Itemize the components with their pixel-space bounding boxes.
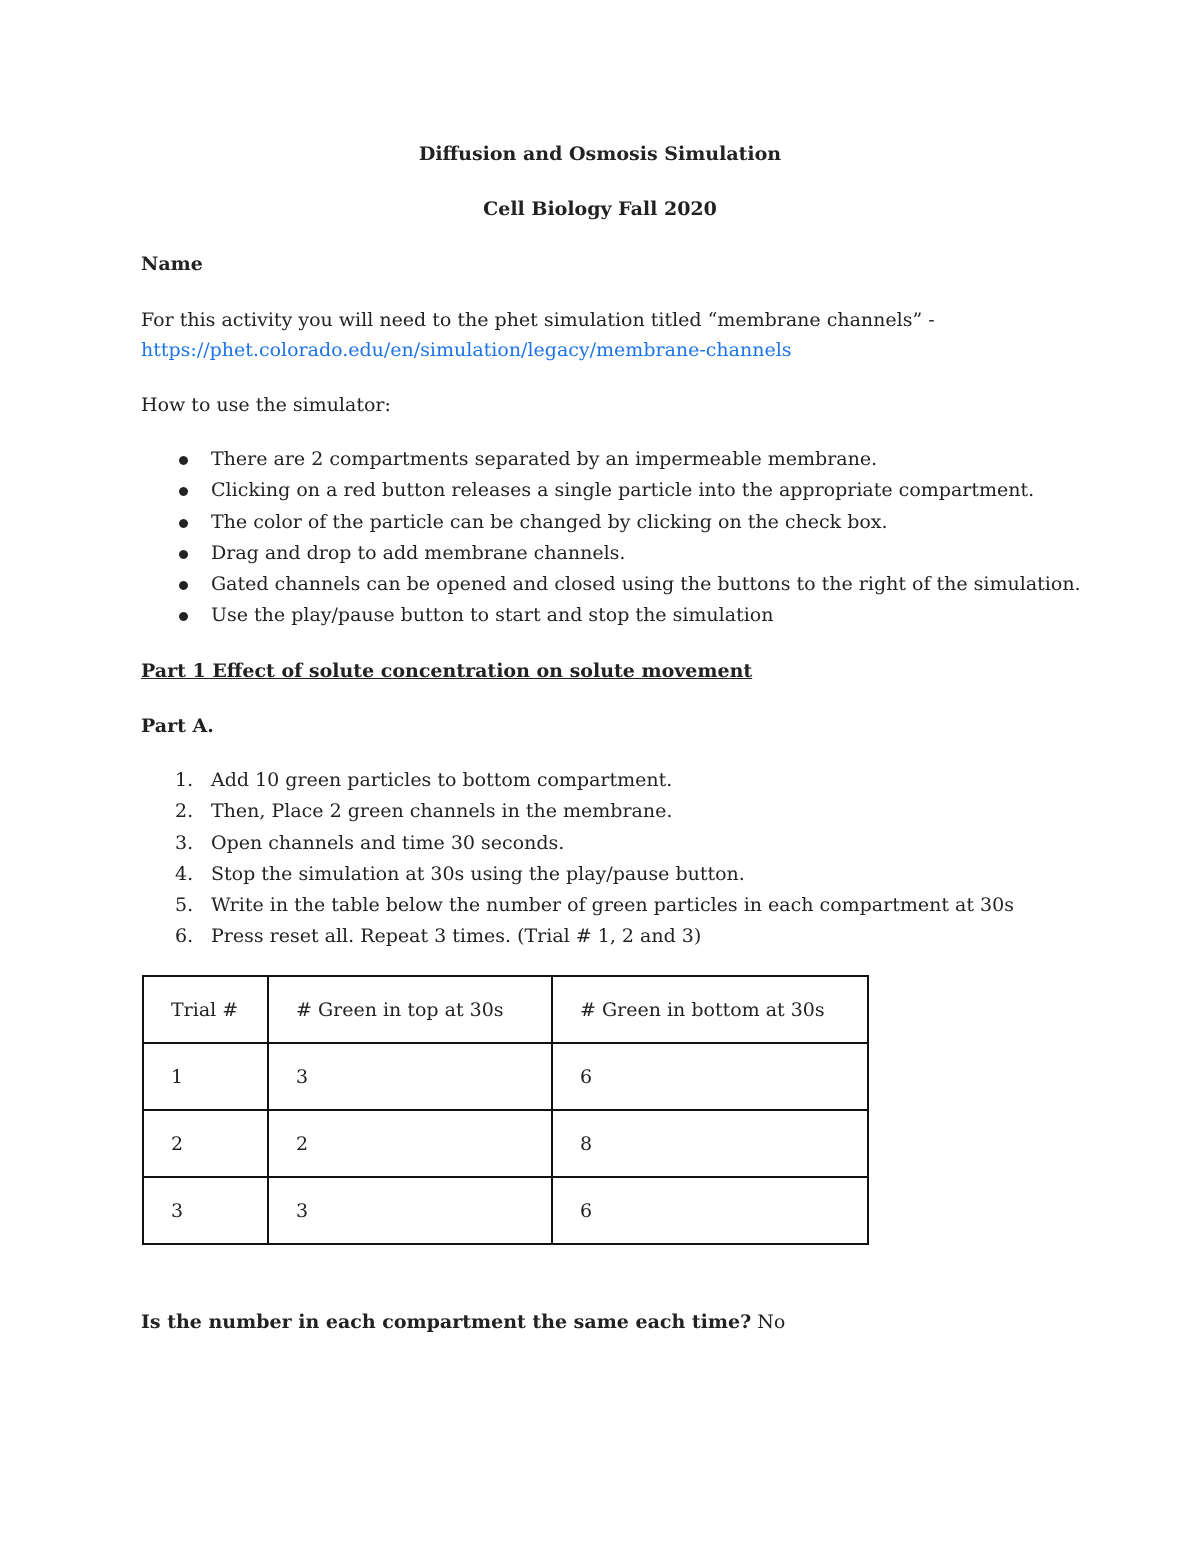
bullet-icon <box>179 456 188 465</box>
list-item: 6. Press reset all. Repeat 3 times. (Trial # 1, 2 and 3) <box>175 925 702 948</box>
bullet-icon <box>179 519 188 528</box>
table-cell: 3 <box>268 1177 552 1244</box>
document-title: Diffusion and Osmosis Simulation <box>418 143 782 165</box>
document-subtitle: Cell Biology Fall 2020 <box>483 198 717 220</box>
list-item: There are 2 compartments separated by an impermeable membrane. <box>141 444 1081 475</box>
list-item: 1. Add 10 green particles to bottom compartment. <box>175 769 673 791</box>
table-cell: 3 <box>143 1177 268 1244</box>
list-item: 5. Write in the table below the number of green particles in each compartment at 30s <box>175 894 1014 917</box>
answer-text: No <box>757 1311 786 1333</box>
instructions-list <box>141 444 1081 632</box>
list-item: Use the play/pause button to start and stop the simulation <box>141 600 1081 631</box>
table-row <box>143 1043 868 1110</box>
list-item: Clicking on a red button releases a single particle into the appropriate compartment. <box>141 475 1081 506</box>
simulation-link[interactable]: https://phet.colorado.edu/en/simulation/legacy/membrane-channels <box>141 339 792 361</box>
table-cell: 2 <box>143 1110 268 1177</box>
table-header-cell: # Green in top at 30s <box>268 976 552 1043</box>
question-line <box>141 1311 785 1333</box>
question-text: Is the number in each compartment the same each time? <box>141 1311 752 1333</box>
table-row <box>143 1110 868 1177</box>
table-header-cell: # Green in bottom at 30s <box>552 976 868 1043</box>
results-table <box>142 975 869 1245</box>
table-cell: 6 <box>552 1177 868 1244</box>
list-item: Gated channels can be opened and closed using the buttons to the right of the simulation. <box>141 569 1081 600</box>
table-header-row <box>143 976 868 1043</box>
table-header-cell: Trial # <box>143 976 268 1043</box>
list-item: The color of the particle can be changed by clicking on the check box. <box>141 507 1081 538</box>
bullet-icon <box>179 581 188 590</box>
steps-list <box>141 765 1014 953</box>
partA-heading: Part A. <box>141 715 214 737</box>
intro-text: For this activity you will need to the phet simulation titled “membrane channels” - <box>141 309 935 331</box>
how-to-heading: How to use the simulator: <box>141 394 391 416</box>
table-cell: 6 <box>552 1043 868 1110</box>
table-cell: 3 <box>268 1043 552 1110</box>
list-item: 4. Stop the simulation at 30s using the play/pause button. <box>175 862 745 885</box>
table-cell: 1 <box>143 1043 268 1110</box>
bullet-icon <box>179 612 188 621</box>
part1-heading: Part 1 Effect of solute concentration on solute movement <box>141 660 753 682</box>
table-row <box>143 1177 868 1244</box>
table-cell: 2 <box>268 1110 552 1177</box>
list-item: Drag and drop to add membrane channels. <box>141 538 1081 569</box>
name-label: Name <box>141 253 203 275</box>
bullet-icon <box>179 550 188 559</box>
table-cell: 8 <box>552 1110 868 1177</box>
list-item: 2. Then, Place 2 green channels in the membrane. <box>175 800 673 823</box>
bullet-icon <box>179 487 188 496</box>
list-item: 3. Open channels and time 30 seconds. <box>175 831 565 854</box>
